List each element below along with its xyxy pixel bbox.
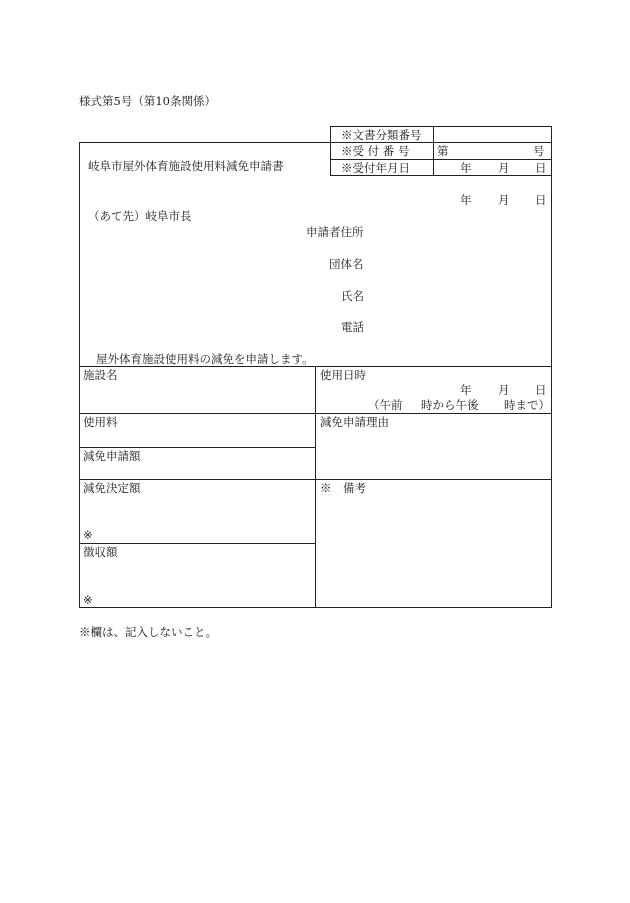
reduction-reason-label: 減免申請理由 (320, 415, 389, 429)
application-date-day[interactable]: 日 (535, 193, 547, 207)
applicant-group-label: 団体名 (329, 257, 364, 271)
use-date-month[interactable]: 月 (498, 383, 510, 397)
use-time-to[interactable]: 時まで） (504, 398, 550, 412)
office-use-mark: ※ (83, 593, 93, 607)
receipt-number-label: ※受 付 番 号 (341, 144, 410, 158)
use-time-am[interactable]: （午前 (368, 398, 403, 412)
grid-line (79, 479, 552, 480)
reduction-request-label: 減免申請額 (83, 449, 141, 463)
grid-line (79, 447, 315, 448)
form-number: 様式第5号（第10条関係） (79, 94, 216, 108)
receipt-date-day: 日 (535, 161, 547, 175)
grid-line (315, 366, 316, 608)
reduction-decision-label: 減免決定額 (83, 481, 141, 495)
usage-fee-label: 使用料 (83, 415, 118, 429)
office-use-mark: ※ (83, 528, 93, 542)
use-date-day[interactable]: 日 (535, 383, 547, 397)
application-date-year[interactable]: 年 (460, 193, 472, 207)
receipt-number-prefix: 第 (437, 144, 449, 158)
receipt-date-label: ※受付年月日 (341, 161, 410, 175)
doc-class-label: ※文書分類番号 (341, 128, 422, 142)
use-datetime-label: 使用日時 (320, 368, 366, 382)
applicant-address-label: 申請者住所 (306, 225, 364, 239)
use-date-year[interactable]: 年 (460, 383, 472, 397)
grid-line (79, 543, 315, 544)
collection-amount-label: 徴収額 (83, 545, 118, 559)
form-title: 岐阜市屋外体育施設使用料減免申請書 (88, 159, 284, 173)
application-date-month[interactable]: 月 (498, 193, 510, 207)
applicant-name-label: 氏名 (341, 289, 364, 303)
grid-line (79, 413, 552, 414)
receipt-date-month: 月 (498, 161, 510, 175)
application-statement: 屋外体育施設使用料の減免を申請します。 (96, 352, 314, 366)
addressee: （あて先）岐阜市長 (88, 209, 192, 223)
remarks-label: ※ 備考 (320, 481, 366, 495)
footnote: ※欄は、記入しないこと。 (79, 625, 217, 639)
receipt-date-year: 年 (460, 161, 472, 175)
applicant-phone-label: 電話 (341, 320, 364, 334)
receipt-number-suffix: 号 (533, 144, 545, 158)
facility-name-label: 施設名 (83, 368, 118, 382)
use-time-from[interactable]: 時から午後 (421, 398, 479, 412)
